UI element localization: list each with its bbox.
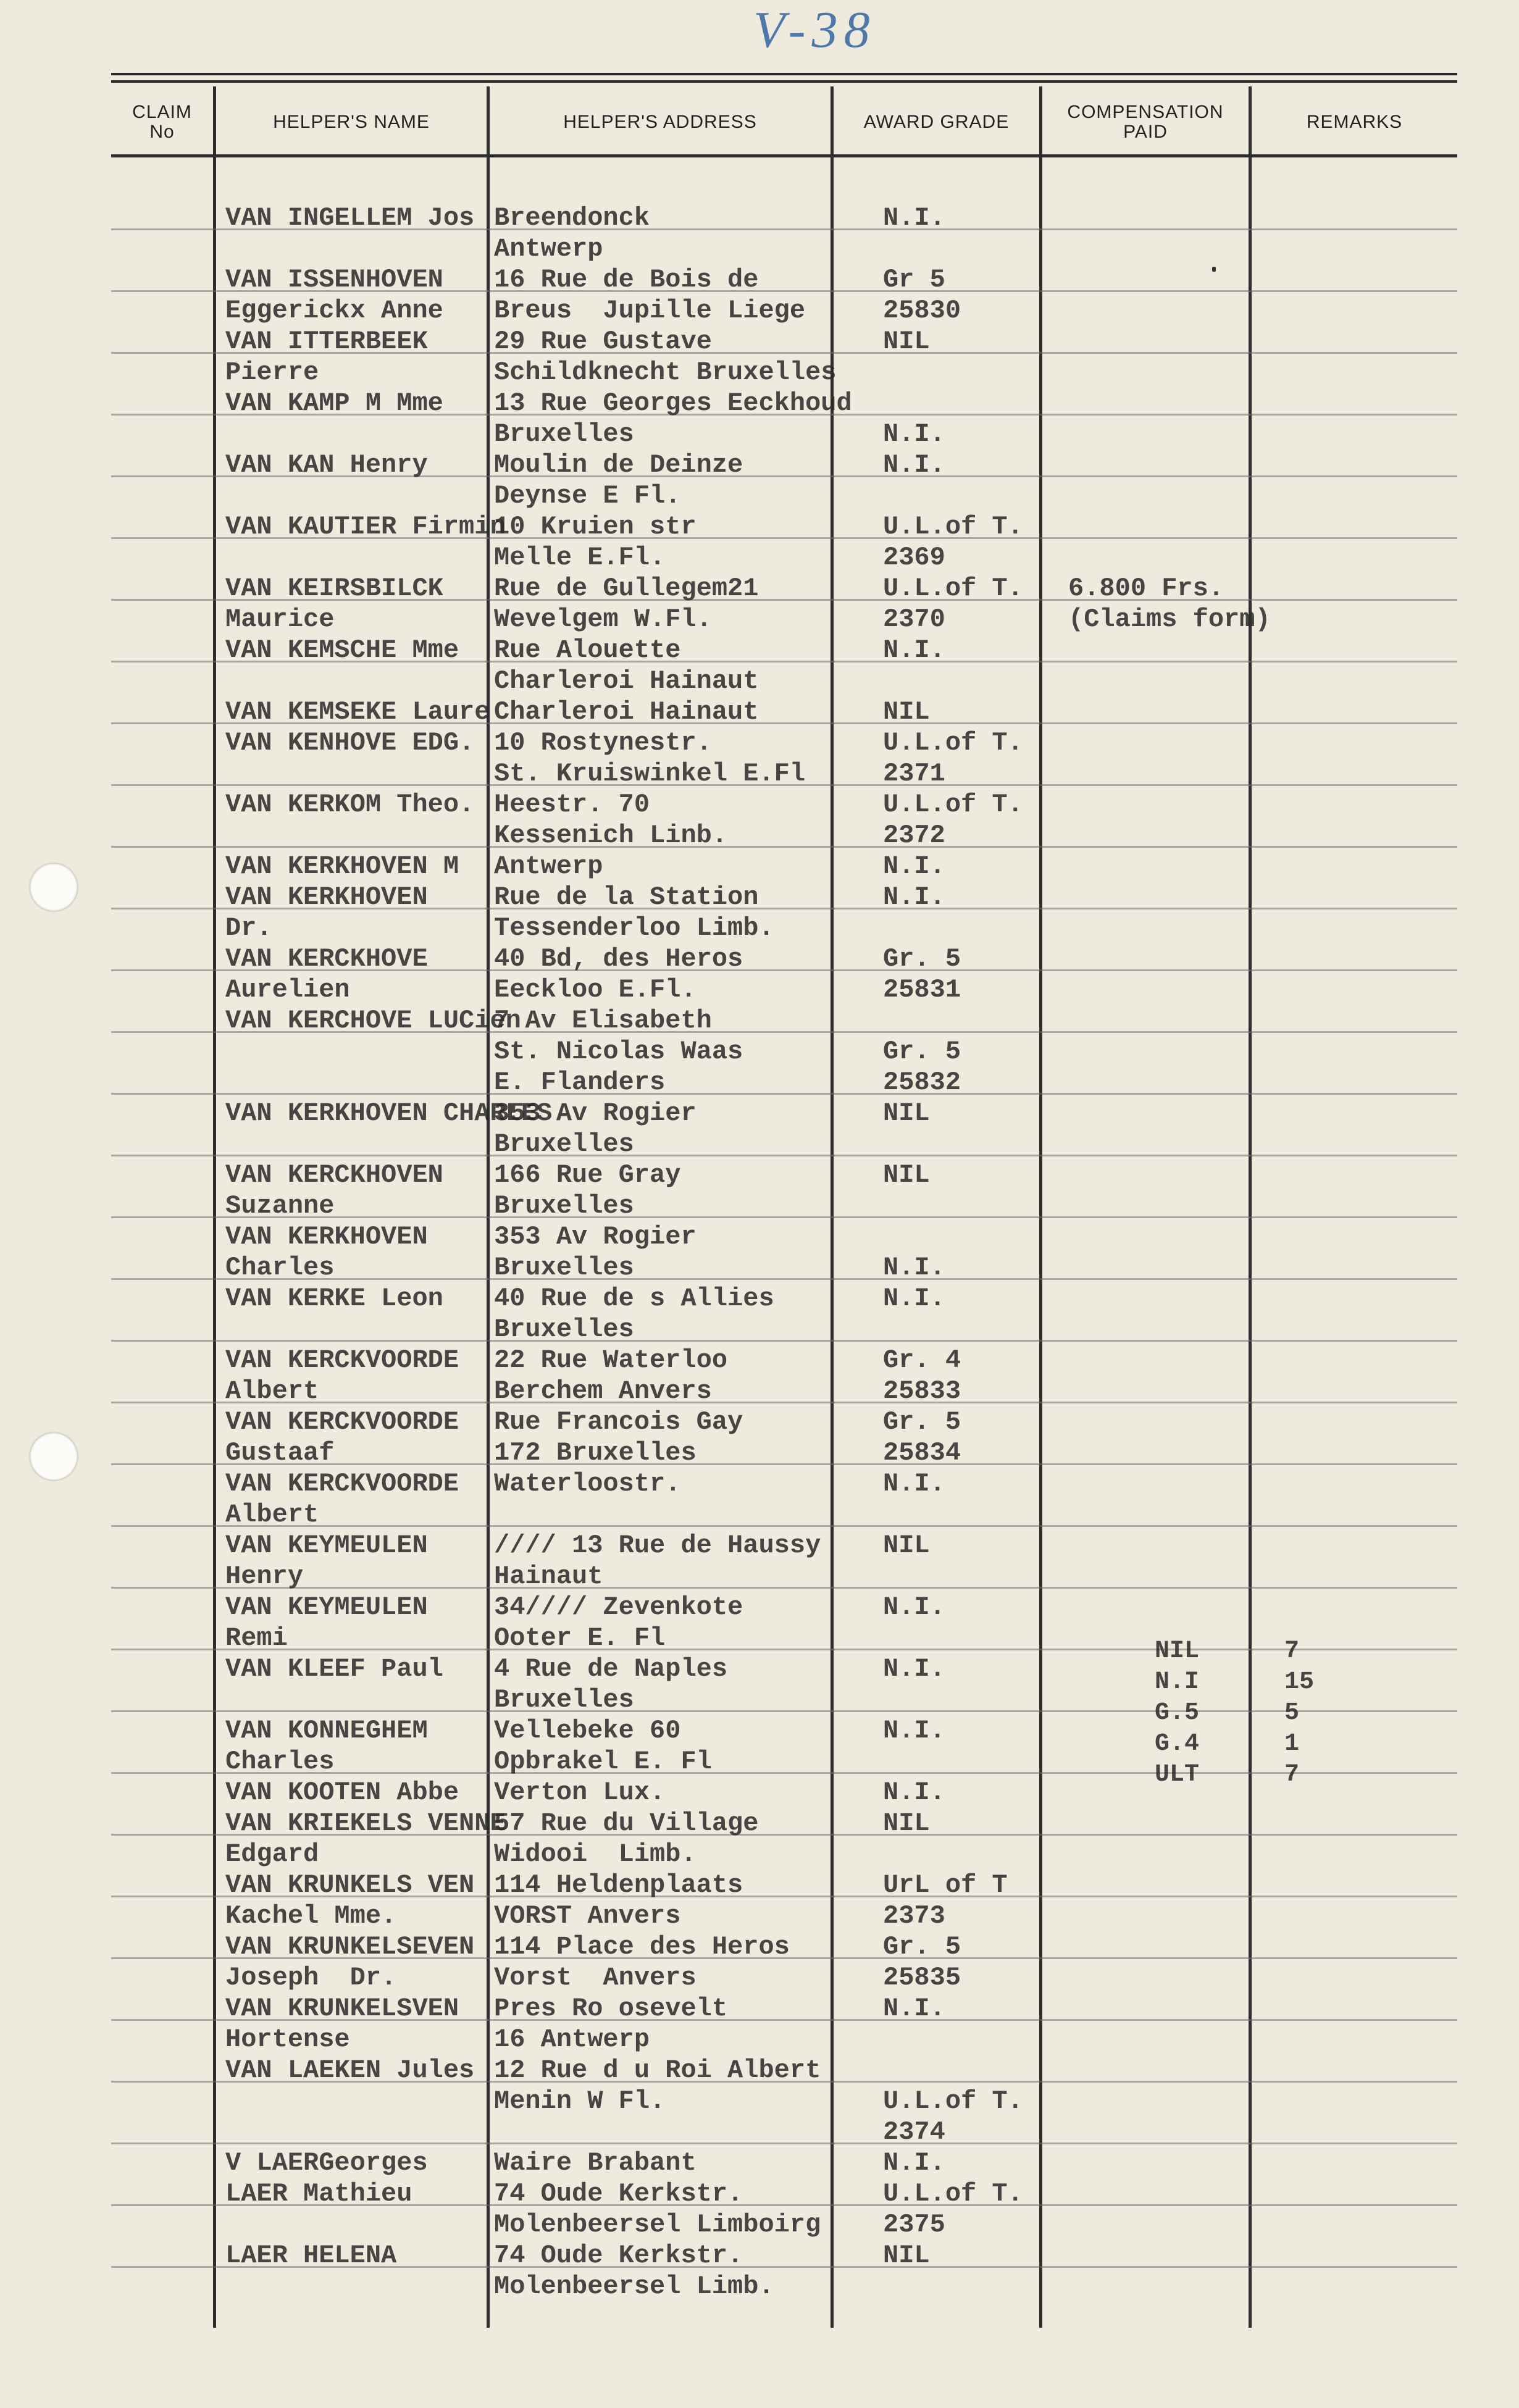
entry-award: Gr. 5: [883, 1037, 961, 1066]
entry-name: VAN KRIEKELS VENNE: [225, 1808, 506, 1838]
entry-name: Albert: [225, 1376, 319, 1406]
entry-address: 114 Place des Heros: [494, 1932, 790, 1962]
entry-award: NIL: [883, 1098, 930, 1128]
entry-award: 25831: [883, 975, 961, 1005]
entry-address: Bruxelles: [494, 1129, 634, 1159]
entry-address: Bruxelles: [494, 1191, 634, 1221]
entry-name: VAN KERKOM Theo.: [225, 790, 475, 819]
entry-award: UrL of T: [883, 1870, 1008, 1900]
entry-award: NIL: [883, 1160, 930, 1190]
entry-award: NIL: [883, 1531, 930, 1560]
entry-address: 4 Rue de Naples: [494, 1654, 728, 1684]
column-divider: [1039, 86, 1042, 2328]
entry-name: VAN KERKE Leon: [225, 1284, 443, 1313]
entry-name: VAN KERKHOVEN CHARLES: [225, 1098, 553, 1128]
entry-address: St. Nicolas Waas: [494, 1037, 743, 1066]
entry-address: 10 Kruien str: [494, 512, 697, 541]
entry-name: Eggerickx Anne: [225, 296, 443, 325]
entry-name: VAN ISSENHOVEN: [225, 265, 443, 295]
entry-name: Dr.: [225, 913, 272, 943]
tally-grade: NIL: [1155, 1637, 1200, 1665]
entry-name: VAN INGELLEM Jos: [225, 203, 475, 233]
entry-address: Rue Francois Gay: [494, 1407, 743, 1437]
entry-address: 34//// Zevenkote: [494, 1592, 743, 1622]
header-remarks: REMARKS: [1306, 111, 1403, 132]
entry-address: Bruxelles: [494, 1253, 634, 1282]
entry-award: U.L.of T.: [883, 790, 1023, 819]
entry-name: Suzanne: [225, 1191, 335, 1221]
ruled-line: [111, 1649, 1457, 1650]
entry-award: 2372: [883, 821, 945, 850]
entry-address: 57 Rue du Village: [494, 1808, 759, 1838]
entry-name: VAN KERKHOVEN M: [225, 851, 459, 881]
punch-hole: [30, 863, 78, 911]
entry-award: NIL: [883, 2241, 930, 2270]
header-helpers-name: HELPER'S NAME: [273, 111, 430, 132]
entry-address: 353 Av Rogier: [494, 1222, 697, 1252]
entry-address: Hainaut: [494, 1561, 603, 1591]
entry-address: Tessenderloo Limb.: [494, 913, 774, 943]
column-divider: [1249, 86, 1252, 2328]
entry-address: 16 Rue de Bois de: [494, 265, 759, 295]
entry-address: 172 Bruxelles: [494, 1438, 697, 1468]
entry-address: Vellebeke 60: [494, 1716, 681, 1745]
entry-name: VAN LAEKEN Jules: [225, 2055, 475, 2085]
entry-award: Gr. 4: [883, 1345, 961, 1375]
tally-count: 7: [1284, 1761, 1300, 1789]
entry-address: E. Flanders: [494, 1068, 666, 1097]
entry-name: LAER HELENA: [225, 2241, 397, 2270]
entry-address: VORST Anvers: [494, 1901, 681, 1931]
entry-address: Waterloostr.: [494, 1469, 681, 1499]
header-top-rule: [111, 73, 1457, 75]
entry-award: U.L.of T.: [883, 512, 1023, 541]
entry-name: VAN KONNEGHEM: [225, 1716, 428, 1745]
entry-award: N.I.: [883, 1994, 945, 2023]
ruled-line: [111, 1587, 1457, 1589]
entry-award: Gr. 5: [883, 944, 961, 974]
entry-award: 2375: [883, 2210, 945, 2239]
ruled-line: [111, 2143, 1457, 2144]
entry-address: Widooi Limb.: [494, 1839, 697, 1869]
entry-award: N.I.: [883, 1469, 945, 1499]
entry-award: N.I.: [883, 635, 945, 665]
entry-address: Moulin de Deinze: [494, 450, 743, 480]
entry-address: Bruxelles: [494, 419, 634, 449]
entry-name: Pierre: [225, 357, 319, 387]
entry-address: Kessenich Linb.: [494, 821, 728, 850]
entry-name: LAER Mathieu: [225, 2179, 412, 2209]
entry-address: St. Kruiswinkel E.Fl: [494, 759, 806, 788]
tally-count: 15: [1284, 1668, 1315, 1696]
entry-address: 7 Av Elisabeth: [494, 1006, 712, 1035]
entry-name: Joseph Dr.: [225, 1963, 397, 1992]
entry-award: 25830: [883, 296, 961, 325]
ruled-line: [111, 1093, 1457, 1095]
entry-name: Kachel Mme.: [225, 1901, 397, 1931]
entry-name: Edgard: [225, 1839, 319, 1869]
entry-name: VAN KAMP M Mme: [225, 388, 443, 418]
entry-name: VAN KERCHOVE LUCien: [225, 1006, 521, 1035]
header-top-rule-2: [111, 80, 1457, 83]
entry-address: Molenbeersel Limboirg: [494, 2210, 821, 2239]
entry-address: Vorst Anvers: [494, 1963, 697, 1992]
entry-address: Ooter E. Fl: [494, 1623, 666, 1653]
entry-award: 25832: [883, 1068, 961, 1097]
entry-address: 12 Rue d u Roi Albert: [494, 2055, 821, 2085]
entry-name: VAN KEYMEULEN: [225, 1592, 428, 1622]
entry-address: 40 Bd, des Heros: [494, 944, 743, 974]
entry-name: VAN KAUTIER Firmin: [225, 512, 506, 541]
entry-name: Charles: [225, 1747, 335, 1776]
entry-address: Breendonck: [494, 203, 650, 233]
entry-name: VAN KEYMEULEN: [225, 1531, 428, 1560]
entry-award: NIL: [883, 1808, 930, 1838]
entry-address: 114 Heldenplaats: [494, 1870, 743, 1900]
entry-award: N.I.: [883, 1592, 945, 1622]
column-divider: [487, 86, 490, 2328]
entry-name: Maurice: [225, 604, 335, 634]
entry-award: N.I.: [883, 1253, 945, 1282]
entry-name: VAN KEMSEKE Laure: [225, 697, 490, 727]
entry-name: VAN KRUNKELSVEN: [225, 1994, 459, 2023]
entry-address: Opbrakel E. Fl: [494, 1747, 712, 1776]
entry-name: VAN KERKHOVEN: [225, 882, 428, 912]
entry-name: VAN KRUNKELSEVEN: [225, 1932, 475, 1962]
entry-name: VAN KERKHOVEN: [225, 1222, 428, 1252]
entry-name: Albert: [225, 1500, 319, 1529]
ruled-line: [111, 1155, 1457, 1156]
entry-name: Gustaaf: [225, 1438, 335, 1468]
entry-name: VAN KEIRSBILCK: [225, 574, 443, 603]
entry-award: U.L.of T.: [883, 2179, 1023, 2209]
entry-award: N.I.: [883, 2148, 945, 2178]
entry-name: VAN KEMSCHE Mme: [225, 635, 459, 665]
entry-address: 22 Rue Waterloo: [494, 1345, 728, 1375]
ruled-line: [111, 1340, 1457, 1342]
entry-award: N.I.: [883, 450, 945, 480]
entry-award: N.I.: [883, 882, 945, 912]
ruled-line: [111, 846, 1457, 848]
entry-address: Menin W Fl.: [494, 2086, 666, 2116]
column-divider: [831, 86, 834, 2328]
entry-address: Molenbeersel Limb.: [494, 2272, 774, 2301]
entry-award: 2369: [883, 543, 945, 572]
entry-name: VAN KOOTEN Abbe: [225, 1778, 459, 1807]
entry-award: Gr 5: [883, 265, 945, 295]
entry-name: Aurelien: [225, 975, 350, 1005]
entry-award: 25833: [883, 1376, 961, 1406]
punch-hole: [30, 1432, 78, 1481]
entry-comp: (Claims form): [1068, 604, 1271, 634]
entry-name: V LAERGeorges: [225, 2148, 428, 2178]
entry-address: Charleroi Hainaut: [494, 666, 759, 696]
tally-grade: N.I: [1155, 1668, 1200, 1696]
entry-name: Hortense: [225, 2025, 350, 2054]
entry-address: Rue de la Station: [494, 882, 759, 912]
tally-grade: ULT: [1155, 1761, 1200, 1789]
entry-address: Wevelgem W.Fl.: [494, 604, 712, 634]
entry-award: N.I.: [883, 1654, 945, 1684]
entry-award: 2370: [883, 604, 945, 634]
entry-award: U.L.of T.: [883, 728, 1023, 758]
entry-address: Bruxelles: [494, 1315, 634, 1344]
tally-grade: G.5: [1155, 1699, 1200, 1727]
entry-award: Gr. 5: [883, 1932, 961, 1962]
entry-award: U.L.of T.: [883, 574, 1023, 603]
entry-name: Charles: [225, 1253, 335, 1282]
entry-address: 166 Rue Gray: [494, 1160, 681, 1190]
entry-address: Rue de Gullegem21: [494, 574, 759, 603]
entry-name: VAN KAN Henry: [225, 450, 428, 480]
page-reference: V-38: [753, 1, 876, 59]
entry-name: VAN KENHOVE EDG.: [225, 728, 475, 758]
tally-count: 5: [1284, 1699, 1300, 1727]
entry-award: 25834: [883, 1438, 961, 1468]
entry-address: 10 Rostynestr.: [494, 728, 712, 758]
entry-award: N.I.: [883, 1284, 945, 1313]
entry-award: NIL: [883, 697, 930, 727]
entry-address: 353 Av Rogier: [494, 1098, 697, 1128]
entry-name: VAN KERCKHOVE: [225, 944, 428, 974]
entry-address: 29 Rue Gustave: [494, 327, 712, 356]
entry-name: Remi: [225, 1623, 288, 1653]
entry-award: Gr. 5: [883, 1407, 961, 1437]
entry-name: Henry: [225, 1561, 304, 1591]
header-helpers-address: HELPER'S ADDRESS: [563, 111, 757, 132]
entry-address: //// 13 Rue de Haussy: [494, 1531, 821, 1560]
entry-address: Melle E.Fl.: [494, 543, 666, 572]
entry-award: 2374: [883, 2117, 945, 2147]
entry-address: Antwerp: [494, 851, 603, 881]
entry-award: 2373: [883, 1901, 945, 1931]
entry-address: Verton Lux.: [494, 1778, 666, 1807]
header-claim-no: CLAIM No: [132, 102, 192, 142]
entry-address: Pres Ro osevelt: [494, 1994, 728, 2023]
entry-award: N.I.: [883, 203, 945, 233]
entry-name: VAN KERCKVOORDE: [225, 1345, 459, 1375]
entry-address: Breus Jupille Liege: [494, 296, 806, 325]
entry-address: Eeckloo E.Fl.: [494, 975, 697, 1005]
entry-name: VAN KERCKHOVEN: [225, 1160, 443, 1190]
entry-award: N.I.: [883, 419, 945, 449]
entry-address: Heestr. 70: [494, 790, 650, 819]
header-award-grade: AWARD GRADE: [863, 111, 1010, 132]
entry-name: VAN KERCKVOORDE: [225, 1407, 459, 1437]
entry-name: VAN KLEEF Paul: [225, 1654, 443, 1684]
entry-name: VAN KRUNKELS VEN: [225, 1870, 475, 1900]
entry-address: Berchem Anvers: [494, 1376, 712, 1406]
entry-address: 74 Oude Kerkstr.: [494, 2179, 743, 2209]
entry-address: Rue Alouette: [494, 635, 681, 665]
entry-award: N.I.: [883, 851, 945, 881]
entry-name: VAN ITTERBEEK: [225, 327, 428, 356]
entry-award: N.I.: [883, 1716, 945, 1745]
entry-address: 16 Antwerp: [494, 2025, 650, 2054]
entry-address: 74 Oude Kerkstr.: [494, 2241, 743, 2270]
entry-comp: 6.800 Frs.: [1068, 574, 1224, 603]
entry-name: VAN KERCKVOORDE: [225, 1469, 459, 1499]
entry-address: Waire Brabant: [494, 2148, 697, 2178]
entry-award: 25835: [883, 1963, 961, 1992]
entry-award: U.L.of T.: [883, 2086, 1023, 2116]
tally-count: 1: [1284, 1730, 1300, 1758]
entry-award: N.I.: [883, 1778, 945, 1807]
entry-address: Bruxelles: [494, 1685, 634, 1715]
ink-speck: [1212, 267, 1216, 272]
entry-address: Schildknecht Bruxelles: [494, 357, 837, 387]
header-bottom-rule: [111, 154, 1457, 157]
entry-address: 40 Rue de s Allies: [494, 1284, 774, 1313]
ruled-line: [111, 1710, 1457, 1712]
entry-address: Deynse E Fl.: [494, 481, 681, 511]
tally-grade: G.4: [1155, 1730, 1200, 1758]
entry-address: Antwerp: [494, 234, 603, 264]
entry-address: 13 Rue Georges Eeckhoud: [494, 388, 852, 418]
entry-address: Charleroi Hainaut: [494, 697, 759, 727]
column-divider: [213, 86, 216, 2328]
entry-award: 2371: [883, 759, 945, 788]
entry-award: NIL: [883, 327, 930, 356]
header-compensation-paid: COMPENSATION PAID: [1067, 102, 1224, 142]
tally-count: 7: [1284, 1637, 1300, 1665]
